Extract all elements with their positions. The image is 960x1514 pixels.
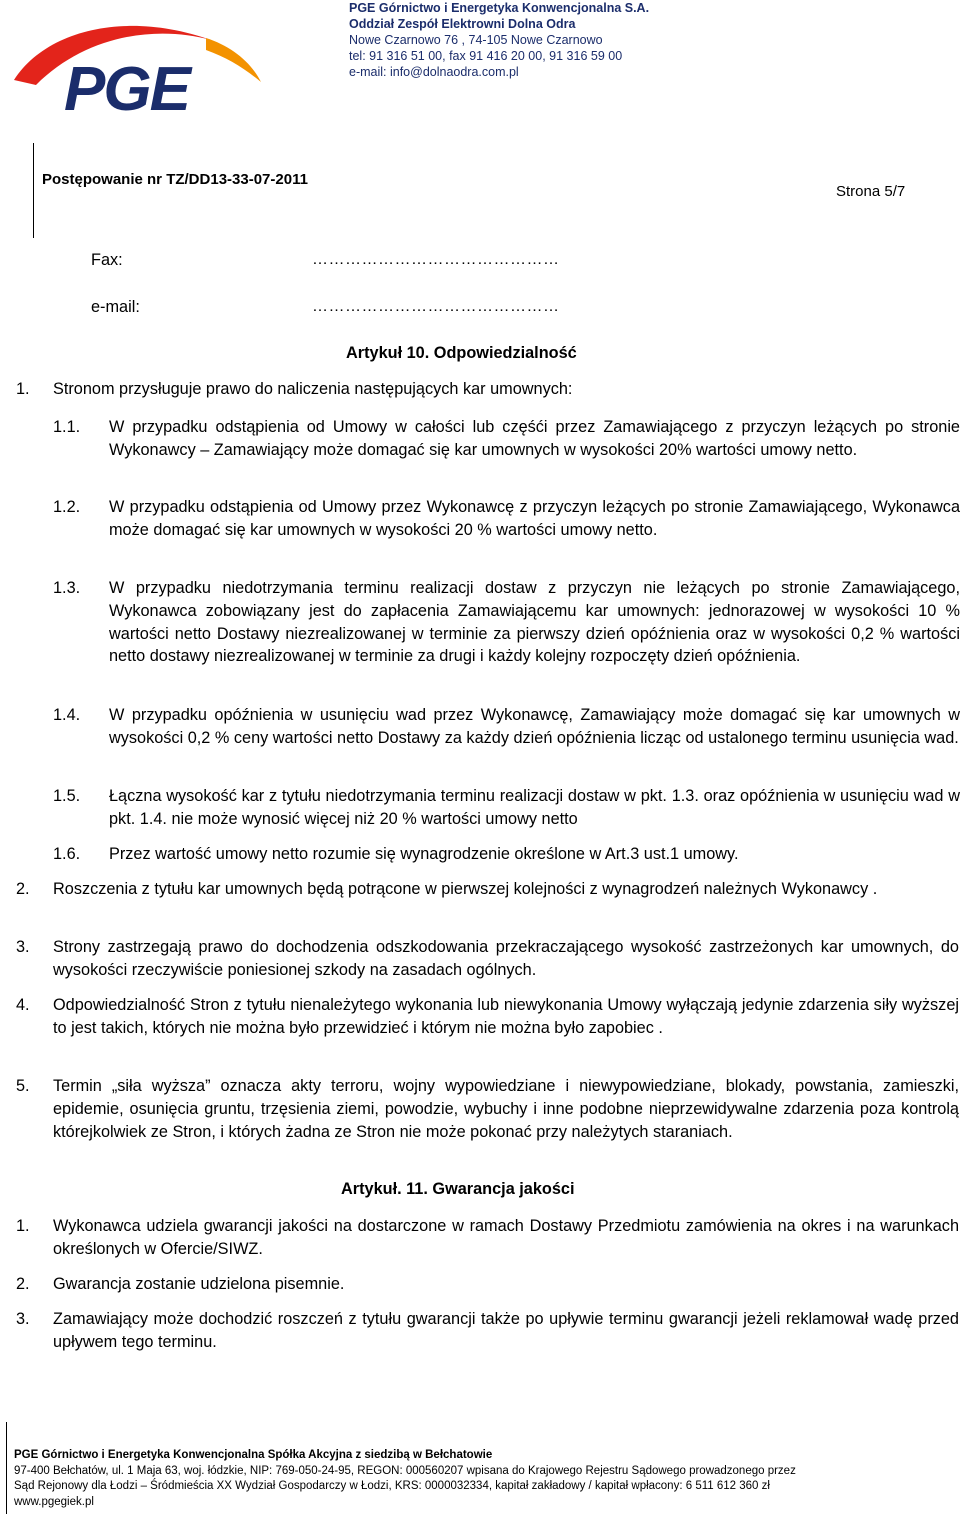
item-number: 4. (16, 996, 30, 1014)
fax-value: ……………………………………… (312, 251, 560, 268)
list-item: Termin „siła wyższa” oznacza akty terroru, wojny wypowiedziane i niewypowiedziane, blokady, powstania, zamieszki, epidemie, osunięcia gruntu, trzęsienia ziemi, powodzie, wybuchy i inne podobne nieprzewidywalne zdarzenia poza kontrolą którejkolwiek ze Stron, i których żadna ze Stron nie może pokonać przy należytych staraniach. (53, 1077, 959, 1141)
company-header (349, 0, 649, 80)
footer-website: www.pgegiek.pl (14, 1495, 94, 1508)
item-number: 1.6. (53, 845, 81, 863)
footer-address: 97-400 Bełchatów, ul. 1 Maja 63, woj. łódzkie, NIP: 769-050-24-95, REGON: 000560207 wpisana do Krajowego Rejestru Sądowego prowadzonego przez (14, 1464, 796, 1477)
list-item: Zamawiający może dochodzić roszczeń z tytułu gwarancji także po upływie terminu gwarancji jeżeli reklamował wadę przed upływem tego terminu. (53, 1310, 959, 1351)
company-address: Nowe Czarnowo 76 , 74-105 Nowe Czarnowo (349, 33, 603, 47)
list-item: Odpowiedzialność Stron z tytułu nienależytego wykonania lub niewykonania Umowy wyłączają jedynie zdarzenia siły wyższej to jest takich, których nie można było przewidzieć i którym nie można było zapobiec . (53, 996, 959, 1037)
branch-name: Oddział Zespół Elektrowni Dolna Odra (349, 17, 576, 31)
list-item: W przypadku opóźnienia w usunięciu wad przez Wykonawcę, Zamawiający może domagać się kar umownych w wysokości 0,2 % ceny wartości netto Dostawy za każdy dzień opóźnienia licząc od ustalonego terminu usunięcia wad. (109, 706, 960, 747)
logo-text: PGE (64, 55, 189, 120)
item-number: 1.4. (53, 706, 81, 724)
footer-divider (6, 1422, 7, 1514)
fax-label: Fax: (91, 251, 123, 269)
item-number: 2. (16, 1275, 30, 1293)
footer-registry: Sąd Rejonowy dla Łodzi – Śródmieścia XX Wydział Gospodarczy w Łodzi, KRS: 0000032334, kapitał zakładowy / kapitał wpłacony: 6 511 612 360 zł (14, 1480, 770, 1492)
list-item: Roszczenia z tytułu kar umownych będą potrącone w pierwszej kolejności z wynagrodzeń należnych Wykonawcy . (53, 880, 878, 898)
company-phones: tel: 91 316 51 00, fax 91 416 20 00, 91 316 59 00 (349, 49, 623, 63)
header-divider (33, 143, 34, 238)
company-email: e-mail: info@dolnaodra.com.pl (349, 65, 519, 79)
email-value: ……………………………………… (312, 298, 560, 315)
item-number: 1.3. (53, 579, 81, 597)
page-number: Strona 5/7 (836, 183, 906, 200)
item-number: 5. (16, 1077, 30, 1095)
pge-logo (6, 10, 266, 120)
list-item: Łączna wysokość kar z tytułu niedotrzymania terminu realizacji dostaw w pkt. 1.3. oraz opóźnienia w usunięciu wad w pkt. 1.4. nie może wynosić więcej niż 20 % wartości umowy netto (109, 787, 960, 828)
list-item: W przypadku odstąpienia od Umowy przez Wykonawcę z przyczyn leżących po stronie Zamawiającego, Wykonawca może domagać się kar umownych w wysokości 20 % wartości umowy netto. (109, 498, 960, 539)
list-item: Wykonawca udziela gwarancji jakości na dostarczone w ramach Dostawy Przedmiotu zamówienia na okres i na warunkach określonych w Ofercie/SIWZ. (53, 1217, 959, 1258)
footer-company: PGE Górnictwo i Energetyka Konwencjonalna Spółka Akcyjna z siedzibą w Bełchatowie (14, 1449, 493, 1461)
item-number: 3. (16, 938, 30, 956)
item-number: 1.2. (53, 498, 81, 516)
proceeding-number: Postępowanie nr TZ/DD13-33-07-2011 (42, 171, 308, 188)
item-number: 2. (16, 880, 30, 898)
item-number: 1. (16, 1217, 30, 1235)
company-name: PGE Górnictwo i Energetyka Konwencjonalna S.A. (349, 1, 650, 15)
list-item: W przypadku niedotrzymania terminu realizacji dostaw z przyczyn nie leżących po stronie Zamawiającego, Wykonawca zobowiązany jest do zapłacenia Zamawiającemu kar umownych: jednorazowej w wysokości 10 % wartości netto Dostawy niezrealizowanej w terminie za pierwszy dzień opóźnienia oraz w wysokości 0,2 % wartości netto dostawy niezrealizowanej w terminie za drugi i każdy kolejny rozpoczęty dzień opóźnienia. (109, 579, 960, 666)
item-number: 1. (16, 380, 30, 398)
list-item: Gwarancja zostanie udzielona pisemnie. (53, 1275, 345, 1293)
list-item: Strony zastrzegają prawo do dochodzenia odszkodowania przekraczającego wysokość zastrzeżonych kar umownych, do wysokości rzeczywiście poniesionej szkody na zasadach ogólnych. (53, 938, 959, 979)
footer (14, 1448, 796, 1510)
list-item: W przypadku odstąpienia od Umowy w całości lub częśći przez Zamawiającego z przyczyn leżących po stronie Wykonawcy – Zamawiający może domagać się kar umownych w wysokości 20% wartości umowy netto. (109, 418, 960, 459)
email-label: e-mail: (91, 298, 140, 316)
article11-title: Artykuł. 11. Gwarancja jakości (341, 1180, 575, 1198)
item-number: 3. (16, 1310, 30, 1328)
list-item: Przez wartość umowy netto rozumie się wynagrodzenie określone w Art.3 ust.1 umowy. (109, 845, 739, 863)
list-item: Stronom przysługuje prawo do naliczenia następujących kar umownych: (53, 380, 573, 398)
article10-title: Artykuł 10. Odpowiedzialność (346, 344, 577, 362)
item-number: 1.1. (53, 418, 81, 436)
item-number: 1.5. (53, 787, 81, 805)
